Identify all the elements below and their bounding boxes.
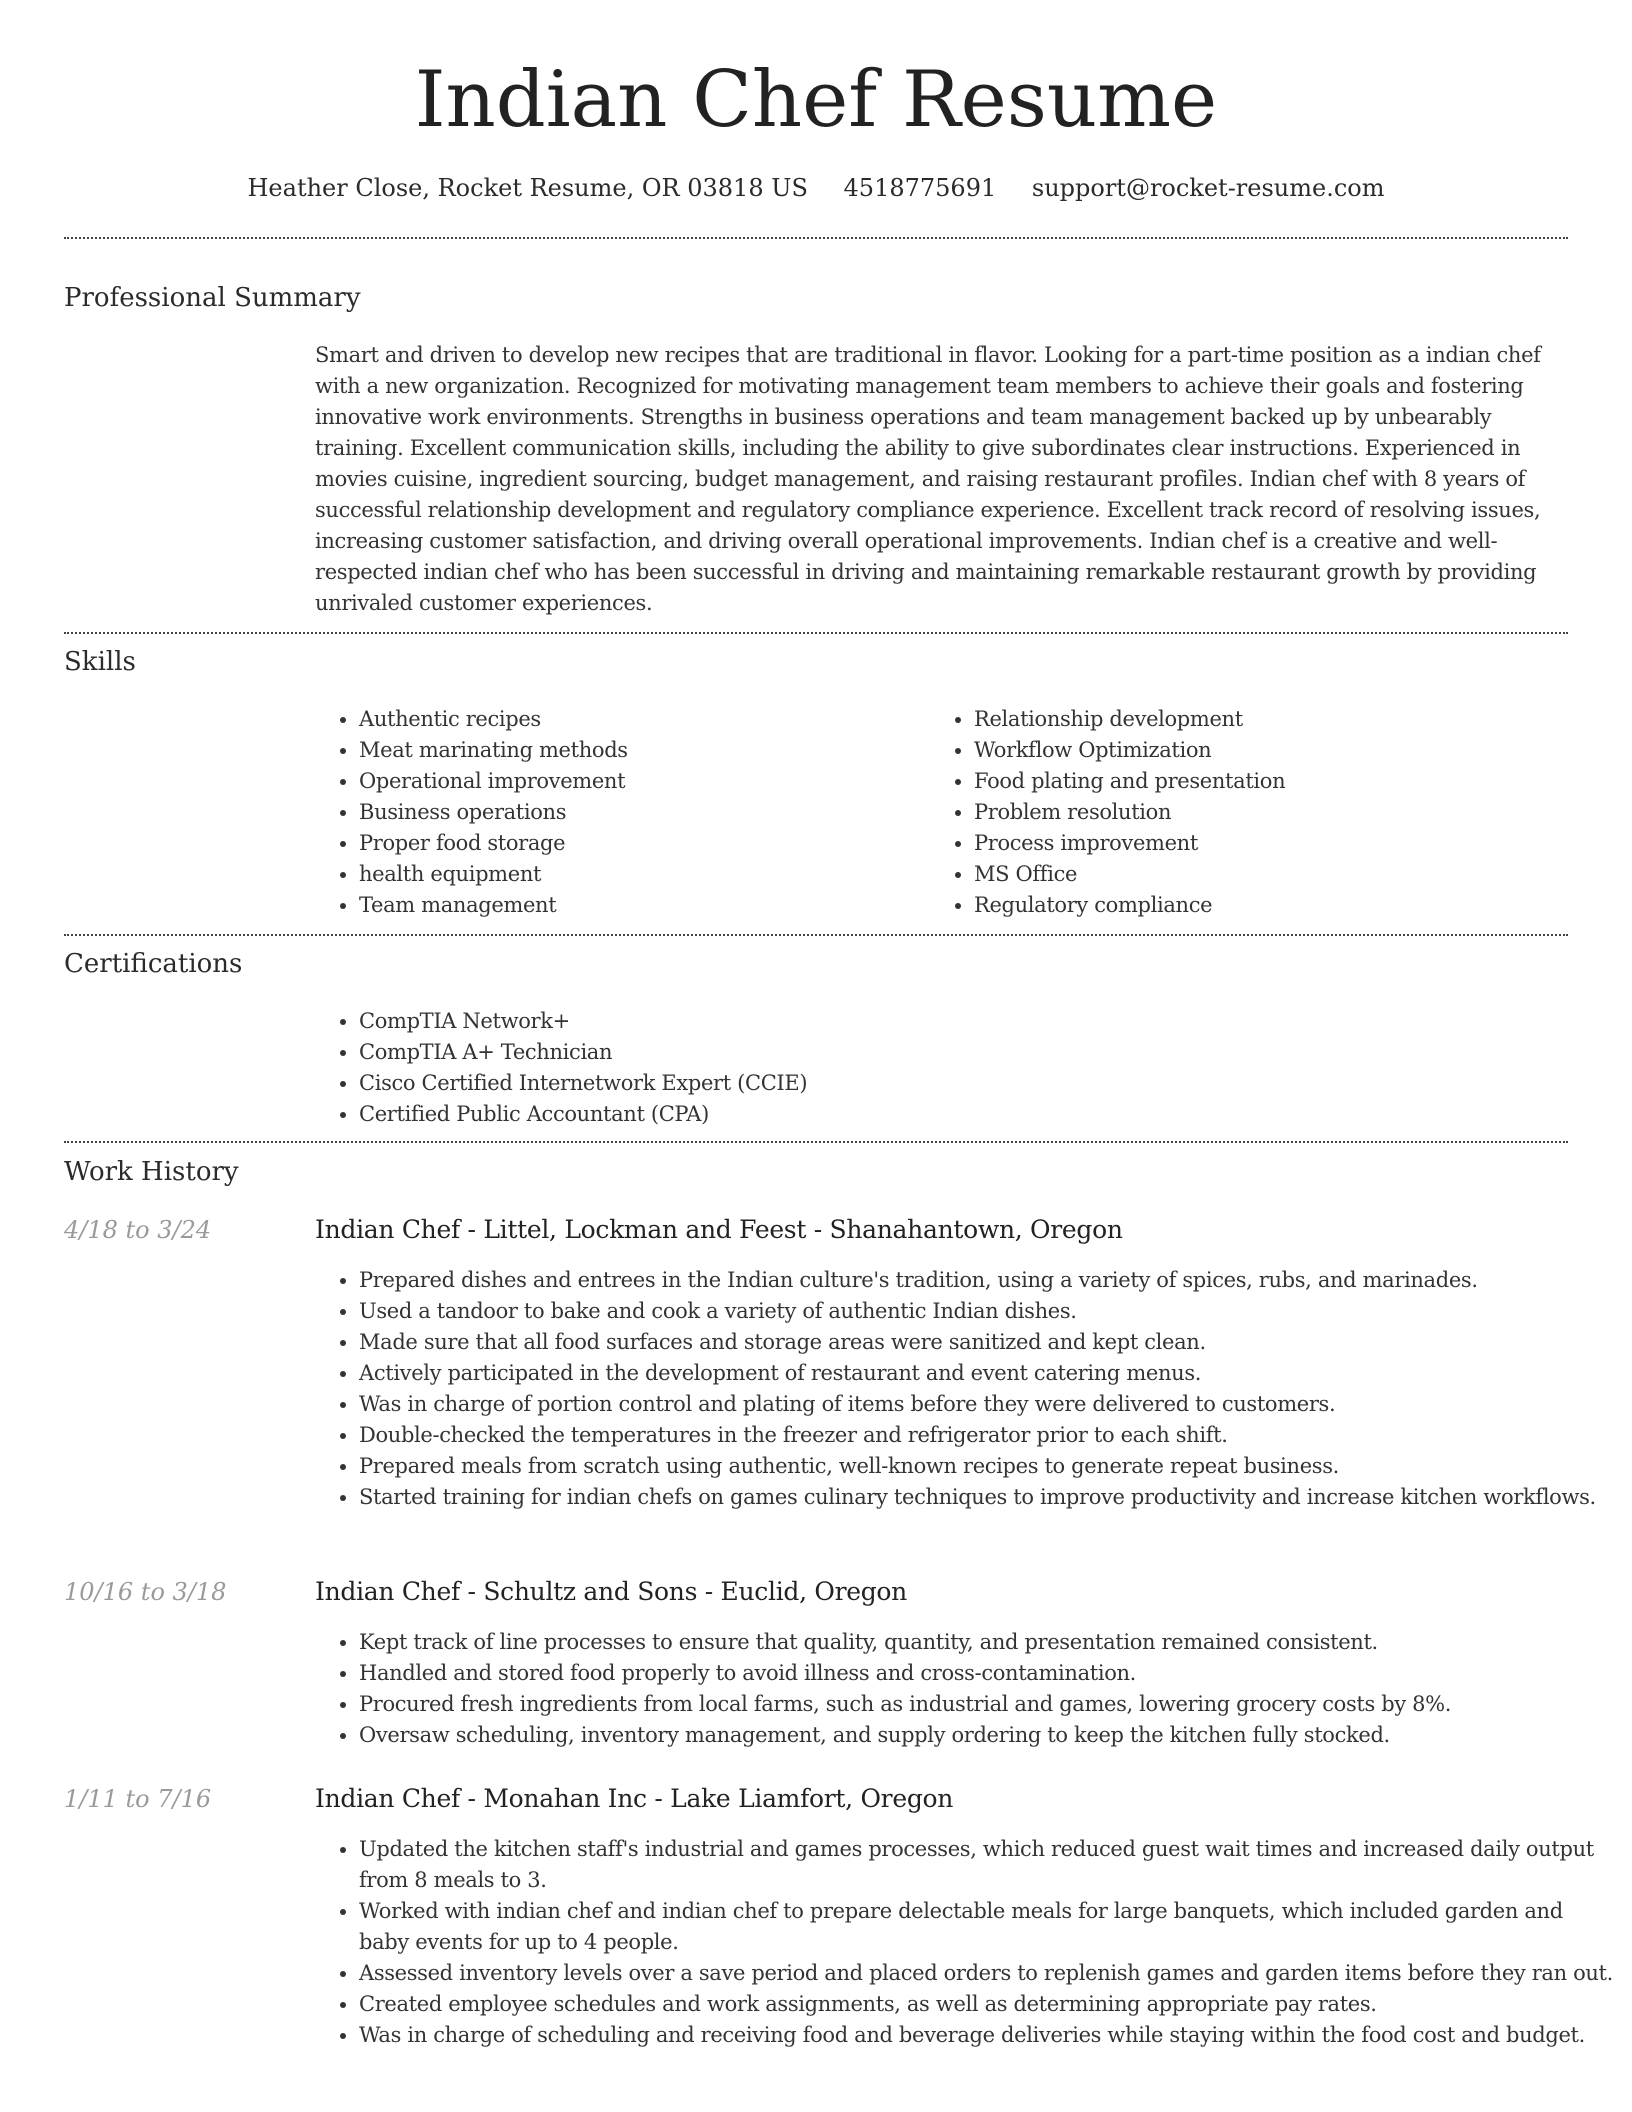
skill-item: • Regulatory compliance <box>974 890 1574 921</box>
job-duty: • Started training for indian chefs on games culinary techniques to improve productivity and increase kitchen workflows. <box>359 1482 1615 1513</box>
job-dates: 4/18 to 3/24 <box>64 1216 212 1244</box>
contact-email: support@rocket-resume.com <box>1031 174 1385 202</box>
skill-item: • Problem resolution <box>974 797 1574 828</box>
skill-item: • Food plating and presentation <box>974 766 1574 797</box>
job-duty: • Was in charge of portion control and plating of items before they were delivered to customers. <box>359 1389 1615 1420</box>
skill-item: • Meat marinating methods <box>359 735 919 766</box>
certification-item: • Cisco Certified Internetwork Expert (CCIE) <box>359 1068 1559 1099</box>
contact-address: Heather Close, Rocket Resume, OR 03818 US <box>247 174 808 202</box>
skill-item: • Team management <box>359 890 919 921</box>
job-duties-list <box>315 1834 1615 2051</box>
skills-list-right <box>930 704 1574 921</box>
job-duty: • Double-checked the temperatures in the freezer and refrigerator prior to each shift. <box>359 1420 1615 1451</box>
job-title: Indian Chef - Schultz and Sons - Euclid, Oregon <box>315 1577 907 1606</box>
certifications-list <box>315 1006 1559 1130</box>
skill-item: • Relationship development <box>974 704 1574 735</box>
job-duty: • Prepared dishes and entrees in the Indian culture's tradition, using a variety of spices, rubs, and marinades. <box>359 1265 1615 1296</box>
certification-item: • CompTIA A+ Technician <box>359 1037 1559 1068</box>
section-divider <box>64 632 1568 634</box>
resume-title: Indian Chef Resume <box>414 55 1218 145</box>
summary-heading: Professional Summary <box>64 283 361 313</box>
skill-item: • Business operations <box>359 797 919 828</box>
certification-item: • CompTIA Network+ <box>359 1006 1559 1037</box>
job-duty: • Created employee schedules and work assignments, as well as determining appropriate pay rates. <box>359 1989 1615 2020</box>
skills-heading: Skills <box>64 647 136 677</box>
job-duty: • Actively participated in the development of restaurant and event catering menus. <box>359 1358 1615 1389</box>
skill-item: • Operational improvement <box>359 766 919 797</box>
work-history-heading: Work History <box>64 1157 239 1187</box>
certification-item: • Certified Public Accountant (CPA) <box>359 1099 1559 1130</box>
job-title: Indian Chef - Littel, Lockman and Feest - Shanahantown, Oregon <box>315 1215 1123 1244</box>
skill-item: • Workflow Optimization <box>974 735 1574 766</box>
section-divider <box>64 934 1568 936</box>
job-duty: • Updated the kitchen staff's industrial and games processes, which reduced guest wait times and increased daily output from 8 meals to 3. <box>359 1834 1615 1896</box>
summary-text: Smart and driven to develop new recipes that are traditional in flavor. Looking for a part-time position as a indian chef with a new organization. Recognized for motivating management team members to achieve their goals and fostering innovative work environments. Strengths in business operations and team management backed up by unbearably training. Excellent communication skills, including the ability to give subordinates clear instructions. Experienced in movies cuisine, ingredient sourcing, budget management, and raising restaurant profiles. Indian chef with 8 years of successful relationship development and regulatory compliance experience. Excellent track record of resolving issues, increasing customer satisfaction, and driving overall operational improvements. Indian chef is a creative and well-respected indian chef who has been successful in driving and maintaining remarkable restaurant growth by providing unrivaled customer experiences. <box>315 343 1541 615</box>
job-duty: • Procured fresh ingredients from local farms, such as industrial and games, lowering grocery costs by 8%. <box>359 1689 1615 1720</box>
job-duty: • Used a tandoor to bake and cook a variety of authentic Indian dishes. <box>359 1296 1615 1327</box>
job-dates: 10/16 to 3/18 <box>64 1578 227 1606</box>
job-duty: • Oversaw scheduling, inventory management, and supply ordering to keep the kitchen fully stocked. <box>359 1720 1615 1751</box>
job-duty: • Was in charge of scheduling and receiving food and beverage deliveries while staying within the food cost and budget. <box>359 2020 1615 2051</box>
skill-item: • Authentic recipes <box>359 704 919 735</box>
job-duties-list <box>315 1265 1615 1513</box>
job-duty: • Worked with indian chef and indian chef to prepare delectable meals for large banquets, which included garden and baby events for up to 4 people. <box>359 1896 1615 1958</box>
contact-line <box>0 171 1632 205</box>
contact-phone: 4518775691 <box>843 174 997 202</box>
skill-item: • health equipment <box>359 859 919 890</box>
job-duty: • Prepared meals from scratch using authentic, well-known recipes to generate repeat business. <box>359 1451 1615 1482</box>
certifications-heading: Certifications <box>64 949 243 979</box>
job-duty: • Assessed inventory levels over a save period and placed orders to replenish games and garden items before they ran out. <box>359 1958 1615 1989</box>
section-divider <box>64 237 1568 239</box>
job-duty: • Kept track of line processes to ensure that quality, quantity, and presentation remained consistent. <box>359 1627 1615 1658</box>
job-duty: • Handled and stored food properly to avoid illness and cross-contamination. <box>359 1658 1615 1689</box>
skill-item: • MS Office <box>974 859 1574 890</box>
skills-list-left <box>315 704 919 921</box>
section-divider <box>64 1141 1568 1143</box>
job-duties-list <box>315 1627 1615 1751</box>
skill-item: • Proper food storage <box>359 828 919 859</box>
job-duty: • Made sure that all food surfaces and storage areas were sanitized and kept clean. <box>359 1327 1615 1358</box>
skill-item: • Process improvement <box>974 828 1574 859</box>
job-dates: 1/11 to 7/16 <box>64 1785 212 1813</box>
job-title: Indian Chef - Monahan Inc - Lake Liamfort, Oregon <box>315 1784 954 1813</box>
